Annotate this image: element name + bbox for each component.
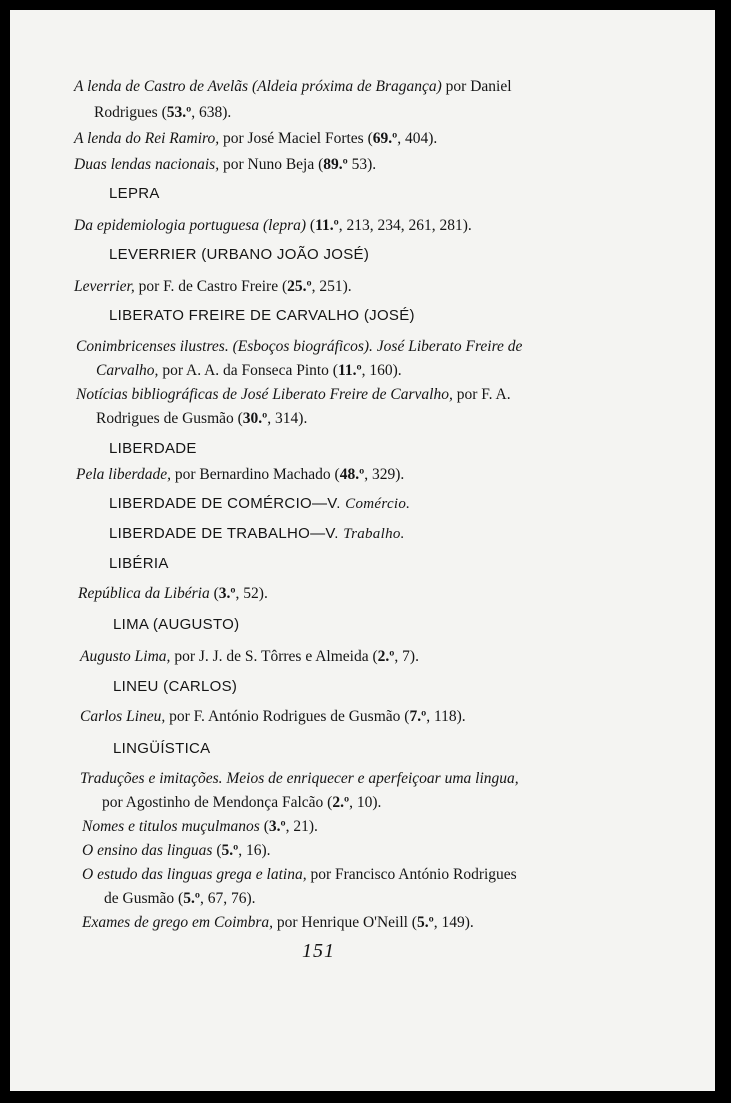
volume-number: 5.º: [183, 890, 200, 907]
entry-text: , 329).: [364, 466, 405, 483]
entry-line: [102, 793, 381, 813]
entry-text: , 404).: [397, 130, 438, 147]
entry-text: , 314).: [267, 410, 308, 427]
entry-text: por F. António Rodrigues de Gusmão (: [165, 708, 410, 725]
entry-text: , 21).: [285, 818, 318, 835]
entry-title: O ensino das linguas: [82, 842, 213, 859]
entry-title: Augusto Lima,: [80, 648, 171, 665]
entry-title: Carvalho,: [96, 362, 159, 379]
entry-title: Duas lendas nacionais,: [74, 156, 220, 173]
entry-text: por Francisco António Rodrigues: [306, 866, 517, 883]
entry-text: (: [306, 217, 316, 234]
section-heading: LINEU (CARLOS): [113, 678, 238, 695]
volume-number: 89.º: [323, 156, 348, 173]
section-heading: [109, 494, 410, 514]
entry-line: [74, 155, 376, 175]
entry-text: por Bernardino Machado (: [170, 466, 340, 483]
entry-text: 1: [423, 217, 432, 234]
entry-title: República da Libéria: [78, 585, 210, 602]
entry-text: , 52).: [235, 585, 268, 602]
entry-line: [96, 409, 307, 429]
entry-text: por F. de Castro Freire (: [134, 278, 288, 295]
entry-text: (: [259, 818, 269, 835]
entry-title: Exames de grego em Coimbra,: [82, 914, 273, 931]
document-page: [8, 8, 717, 1093]
entry-line: [104, 889, 256, 909]
entry-text: , 7).: [394, 648, 419, 665]
entry-title: A lenda do Rei Ramiro,: [74, 130, 220, 147]
entry-title: Nomes e titulos muçulmanos: [82, 818, 260, 835]
section-heading: [109, 524, 405, 544]
entry-line: [76, 385, 511, 405]
entry-line: [82, 865, 517, 885]
entry-line: [80, 707, 466, 727]
page-number: 151: [302, 940, 335, 962]
entry-text: por Agostinho de Mendonça Falcão (: [102, 794, 333, 811]
entry-title: Traduções e imitações. Meios de enriquecer e aperfeiçoar uma lingua,: [80, 770, 519, 787]
volume-number: 3.º: [218, 585, 236, 602]
entry-text: , 67, 76).: [199, 890, 256, 907]
entry-line: [74, 77, 512, 97]
heading-text: LIBERDADE DE COMÉRCIO—V.: [109, 495, 346, 512]
section-heading: LINGÜÍSTICA: [113, 740, 211, 757]
entry-text: (: [209, 585, 219, 602]
entry-title: Leverrier,: [74, 278, 135, 295]
entry-text: Rodrigues (: [94, 104, 167, 121]
entry-text: , 149).: [433, 914, 474, 931]
entry-text: por Nuno Beja (: [219, 156, 324, 173]
entry-text: (: [212, 842, 222, 859]
entry-line: [74, 129, 437, 149]
entry-text: , 251).: [311, 278, 352, 295]
entry-text: por J. J. de S. Tôrres e Almeida (: [170, 648, 378, 665]
entry-text: , 160).: [361, 362, 402, 379]
section-heading: LIBERDADE: [109, 440, 197, 457]
entry-line: [82, 841, 271, 861]
entry-line: [80, 769, 519, 789]
entry-line: [82, 913, 474, 933]
entry-text: , 638).: [191, 104, 232, 121]
entry-title: Carlos Lineu,: [80, 708, 166, 725]
entry-text: de Gusmão (: [104, 890, 184, 907]
volume-number: 2.º: [377, 648, 395, 665]
entry-text: Rodrigues de Gusmão (: [96, 410, 243, 427]
volume-number: 2.º: [332, 794, 350, 811]
entry-title: O estudo das linguas grega e latina,: [82, 866, 307, 883]
volume-number: 11.º: [337, 362, 362, 379]
entry-text: por Henrique O'Neill (: [273, 914, 417, 931]
entry-title: Conimbricenses ilustres. (Esboços biográficos). José Liberato Freire de: [76, 338, 523, 355]
heading-text: LIBERDADE DE TRABALHO—V.: [109, 525, 344, 542]
section-heading: LIMA (AUGUSTO): [113, 616, 240, 633]
entry-text: , 118).: [426, 708, 466, 725]
volume-number: 3.º: [268, 818, 286, 835]
entry-text: , 10).: [349, 794, 382, 811]
entry-text: por F. A.: [452, 386, 511, 403]
volume-number: 30.º: [242, 410, 268, 427]
entry-title: A lenda de Castro de Avelãs (Aldeia próxima de Bragança): [74, 78, 442, 95]
entry-line: [76, 465, 404, 485]
entry-text: 53).: [347, 156, 377, 173]
volume-number: 69.º: [372, 130, 398, 147]
section-heading: LEPRA: [109, 185, 160, 202]
volume-number: 7.º: [409, 708, 427, 725]
volume-number: 5.º: [221, 842, 239, 859]
entry-title: Da epidemiologia portuguesa (lepra): [74, 217, 307, 234]
volume-number: 53.º: [166, 104, 192, 121]
entry-text: , 281).: [431, 217, 472, 234]
cross-reference: Trabalho.: [343, 526, 405, 542]
entry-line: [80, 647, 419, 667]
entry-title: Pela liberdade,: [76, 466, 171, 483]
entry-line: [94, 103, 231, 123]
volume-number: 11.º: [315, 217, 339, 234]
entry-title: Notícias bibliográficas de José Liberato Freire de Carvalho,: [76, 386, 453, 403]
volume-number: 48.º: [339, 466, 365, 483]
section-heading: LIBERATO FREIRE DE CARVALHO (JOSÉ): [109, 307, 415, 324]
section-heading: LIBÉRIA: [109, 555, 169, 572]
entry-line: [74, 277, 352, 297]
entry-text: por José Maciel Fortes (: [219, 130, 373, 147]
entry-line: [74, 216, 472, 236]
entry-line: [82, 817, 318, 837]
entry-text: por A. A. da Fonseca Pinto (: [158, 362, 338, 379]
entry-line: [96, 361, 402, 381]
entry-line: [78, 584, 268, 604]
entry-line: [76, 337, 522, 357]
volume-number: 25.º: [287, 278, 312, 295]
cross-reference: Comércio.: [345, 496, 411, 512]
entry-text: , 213, 234, 26: [338, 217, 424, 234]
volume-number: 5.º: [416, 914, 434, 931]
entry-text: por Daniel: [441, 78, 512, 95]
entry-text: , 16).: [238, 842, 271, 859]
section-heading: LEVERRIER (URBANO JOÃO JOSÉ): [109, 246, 370, 263]
